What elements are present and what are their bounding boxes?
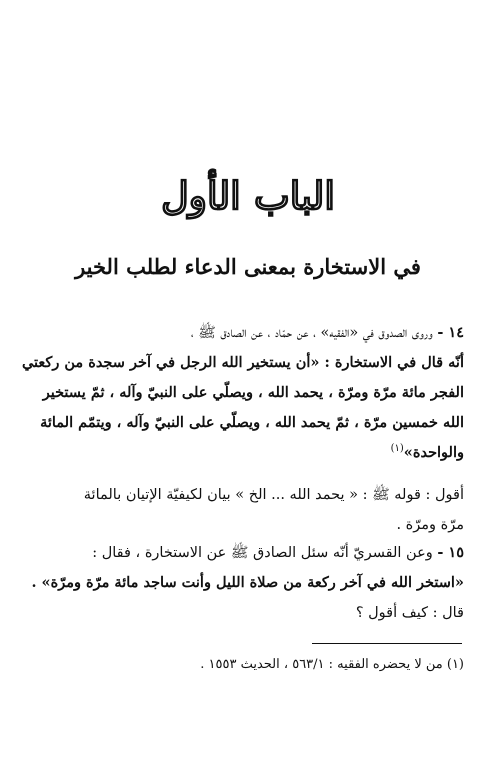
paragraph-text: وروى الصدوق في «الفقيه» ، عن حمّاد ، عن الصادق ﷺ ، — [190, 325, 433, 341]
footnote-divider — [312, 643, 462, 644]
paragraph-line: أنّه قال في الاستخارة : «أن يستخير الله الرجل في آخر سجدة من ركعتي — [21, 354, 464, 371]
chapter-subtitle: في الاستخارة بمعنى الدعاء لطلب الخير — [75, 254, 421, 279]
paragraph-text: والواحدة» — [403, 444, 464, 461]
paragraph-line — [34, 318, 464, 348]
paragraph-text: وعن القسريّ أنّه سئل الصادق ﷺ عن الاستخارة ، فقال : — [92, 545, 433, 561]
footnote-reference[interactable]: (١) — [390, 443, 404, 455]
chapter-title: الباب الأول — [161, 173, 335, 218]
paragraph-comment — [34, 480, 464, 540]
paragraph-line: «استخر الله في آخر ركعة من صلاة الليل وأنت ساجد مائة مرّة ومرّة» . — [31, 574, 464, 591]
paragraph-line — [34, 538, 464, 568]
paragraph-line: مرّة ومرّة . — [396, 517, 464, 533]
paragraph-line: قال : كيف أقول ؟ — [355, 605, 464, 621]
paragraph-question — [34, 598, 464, 628]
hadith-number: ١٥ - — [437, 544, 464, 561]
paragraph-line — [34, 438, 464, 468]
paragraph-15 — [31, 538, 464, 598]
paragraph-14 — [21, 318, 464, 468]
hadith-number: ١٤ - — [437, 324, 464, 341]
paragraph-line: أقول : قوله ﷺ : « يحمد الله ... الخ » بيان لكيفيّة الإتيان بالمائة — [83, 487, 464, 503]
paragraph-line: الله خمسين مرّة ، ثمّ يحمد الله ، ويصلّي على النبيّ وآله ، ويتمّم المائة — [40, 414, 464, 431]
footnote: (١) من لا يحضره الفقيه : ٥٦٣/١ ، الحديث ١٥٥٣ . — [200, 657, 464, 672]
paragraph-line: الفجر مائة مرّة ومرّة ، يحمد الله ، ويصلّي على النبيّ وآله ، ثمّ يستخير — [42, 384, 464, 401]
